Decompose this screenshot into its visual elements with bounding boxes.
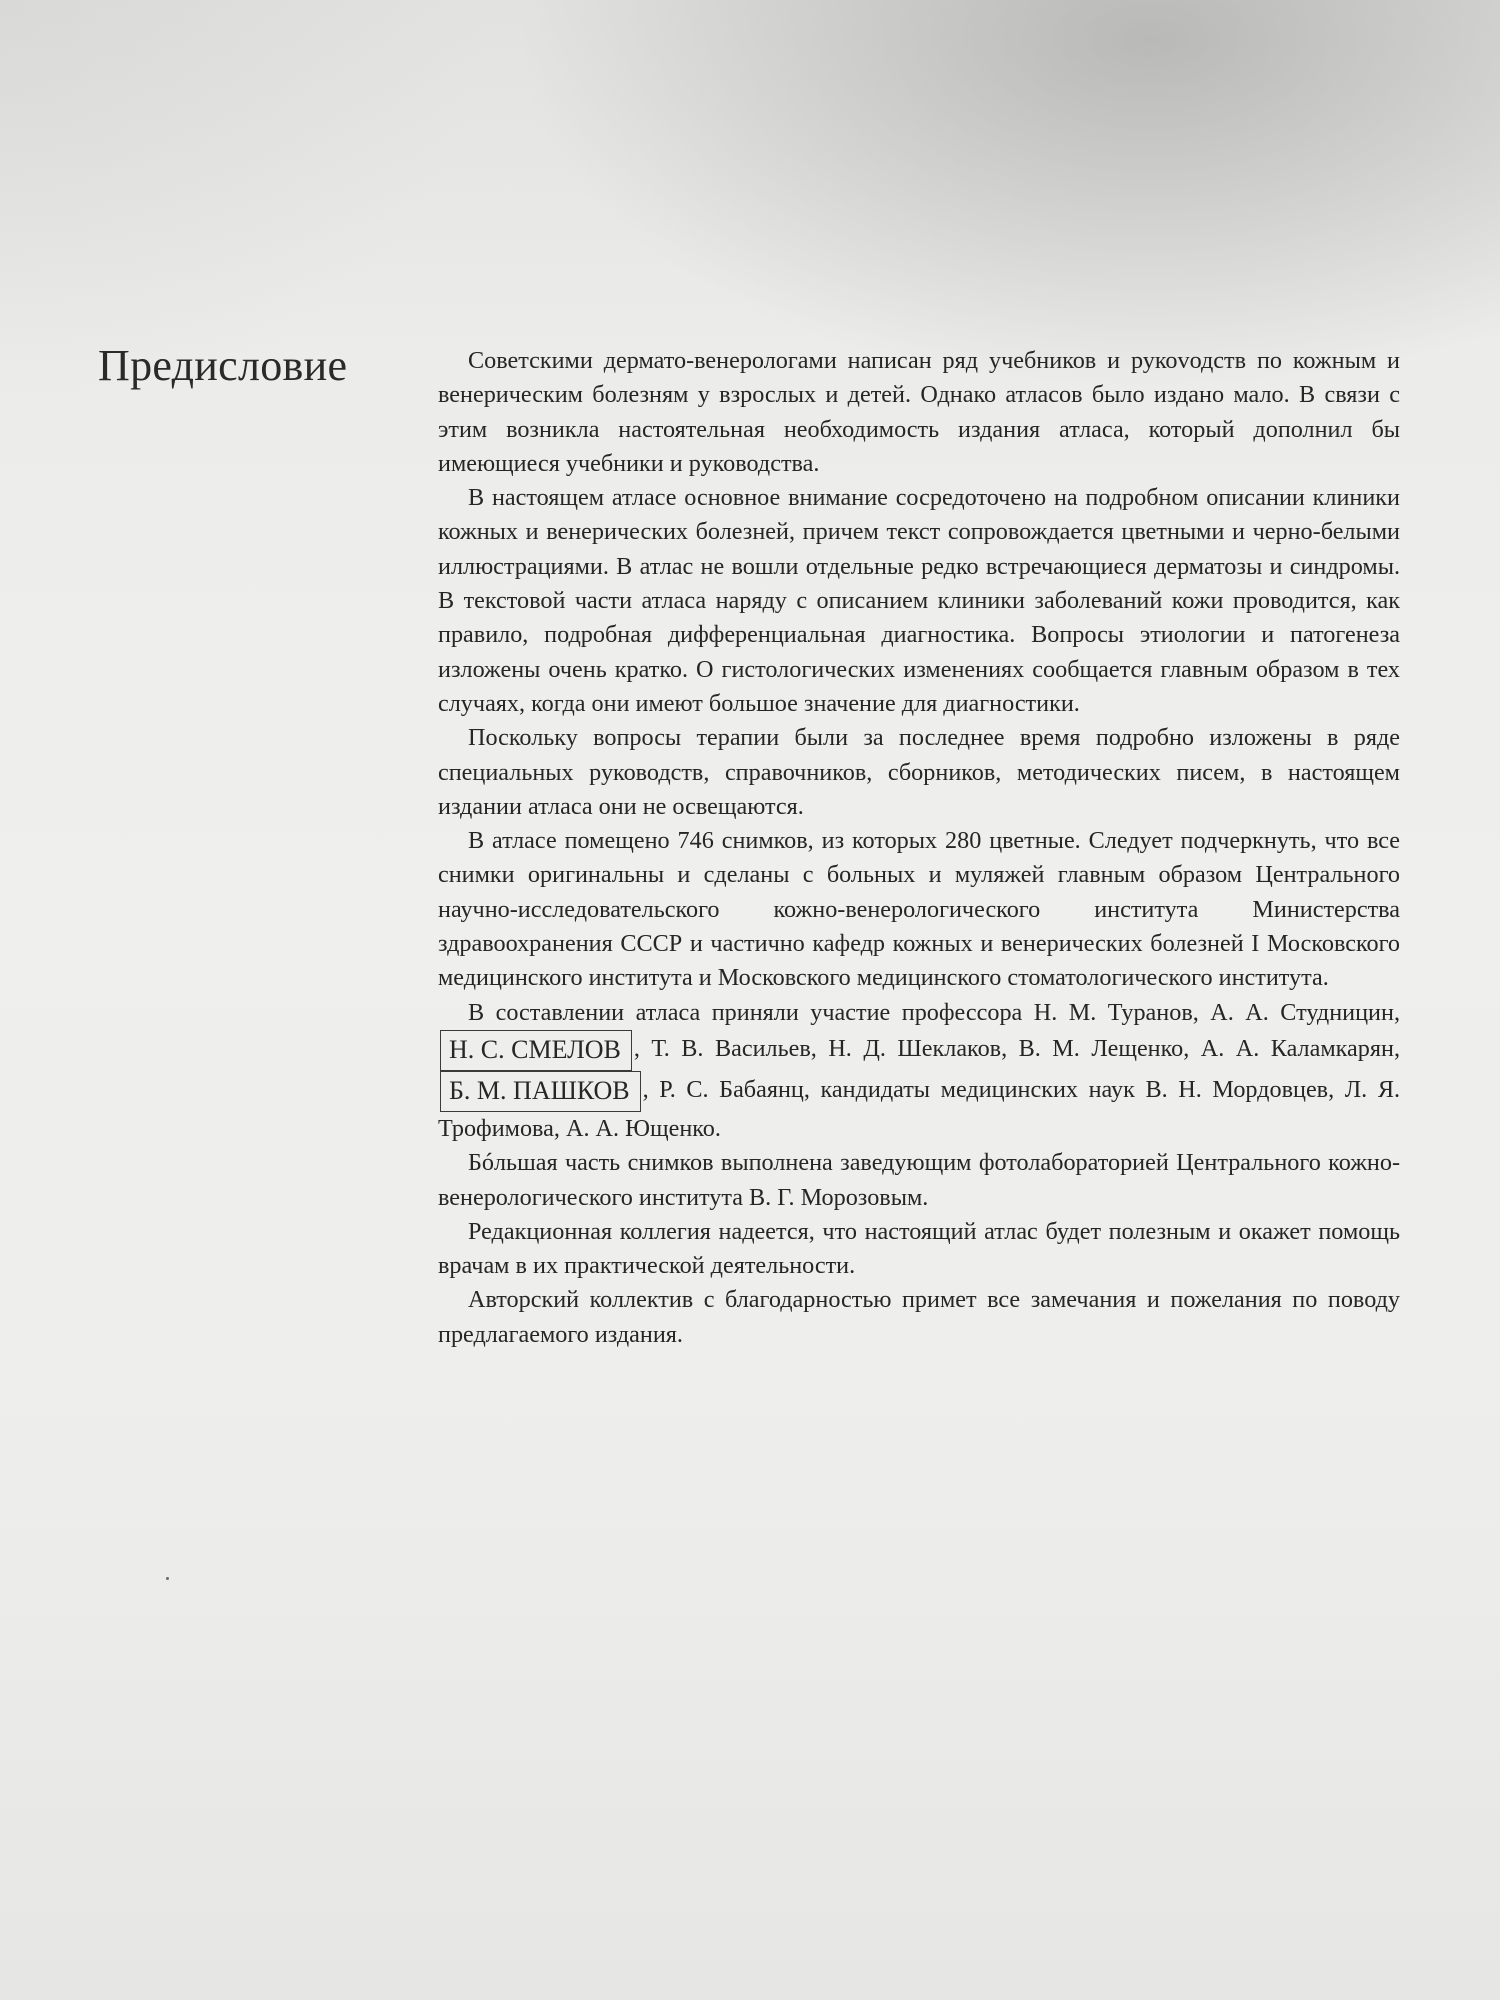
boxed-name-pashkov: Б. М. ПАШКОВ — [440, 1071, 641, 1112]
boxed-name-smelov: Н. С. СМЕЛОВ — [440, 1030, 632, 1071]
paragraph-content: В настоящем атласе основное внимание сосредоточено на подробном описании клиники кожных и венерических болезней, причем текст сопровождается цветными и черно-белыми иллюстрациями. В атлас не вошли отдельные редко встречающиеся дерматозы и синдромы. В текстовой части атласа наряду с описанием клиники заболеваний кожи проводится, как правило, подробная дифференциальная диагностика. Вопросы этиологии и патогенеза изложены очень кратко. О гистологических изменениях сообщается главным образом в тех случаях, когда они имеют большое значение для диагностики. — [438, 484, 1400, 717]
paragraph-editorial: Редакционная коллегия надеется, что настоящий атлас будет полезным и окажет помощь врачам в их практической деятельности. — [438, 1217, 1400, 1280]
paragraph-therapy: Поскольку вопросы терапии были за последнее время подробно изложены в ряде специальных руководств, справочников, сборников, методических писем, в настоящем издании атласа они не освещаются. — [438, 724, 1400, 820]
paragraph-intro: Советскими дермато-венерологами написан ряд учебников и рукоvодств по кожным и венерическим болезням у взрослых и детей. Однако атласов было издано мало. В связи с этим возникла настоятельная необходимость издания атласа, который дополнил бы имеющиеся учебники и руководства. — [438, 347, 1400, 477]
contributors-text-3: , Р. С. Бабаянц, кандидаты медицинских наук В. Н. Мордовцев, Л. Я. Трофимова, А. А. Ющенко. — [438, 1075, 1400, 1142]
paragraph-closing: Авторский коллектив с благодарностью примет все замечания и пожелания по поводу предлагаемого издания. — [438, 1286, 1400, 1348]
page-title: Предисловие — [98, 341, 348, 390]
contributors-text-1: В составлении атласа приняли участие профессора Н. М. Туранов, А. А. Студницин, — [468, 998, 1400, 1026]
paragraph-images: В атласе помещено 746 снимков, из которых 280 цветные. Следует подчеркнуть, что все снимки оригинальны и сделаны с больных и муляжей главным образом Центрального научно-исследовательского кожно-венерологического института Министерства здравоохранения СССР и частично кафедр кожных и венерических болезней I Московского медицинского института и Московского медицинского стоматологического института. — [438, 827, 1400, 992]
preface-body — [438, 344, 1400, 1352]
paper-speck — [166, 1577, 169, 1580]
contributors-text-2: , Т. В. Васильев, Н. Д. Шеклаков, В. М. Лещенко, А. А. Каламкарян, — [633, 1034, 1400, 1062]
paragraph-photographer: Бóльшая часть снимков выполнена заведующим фотолабораторией Центрального кожно-венерологического института В. Г. Морозовым. — [438, 1149, 1400, 1211]
paragraph-contributors — [438, 996, 1400, 1147]
